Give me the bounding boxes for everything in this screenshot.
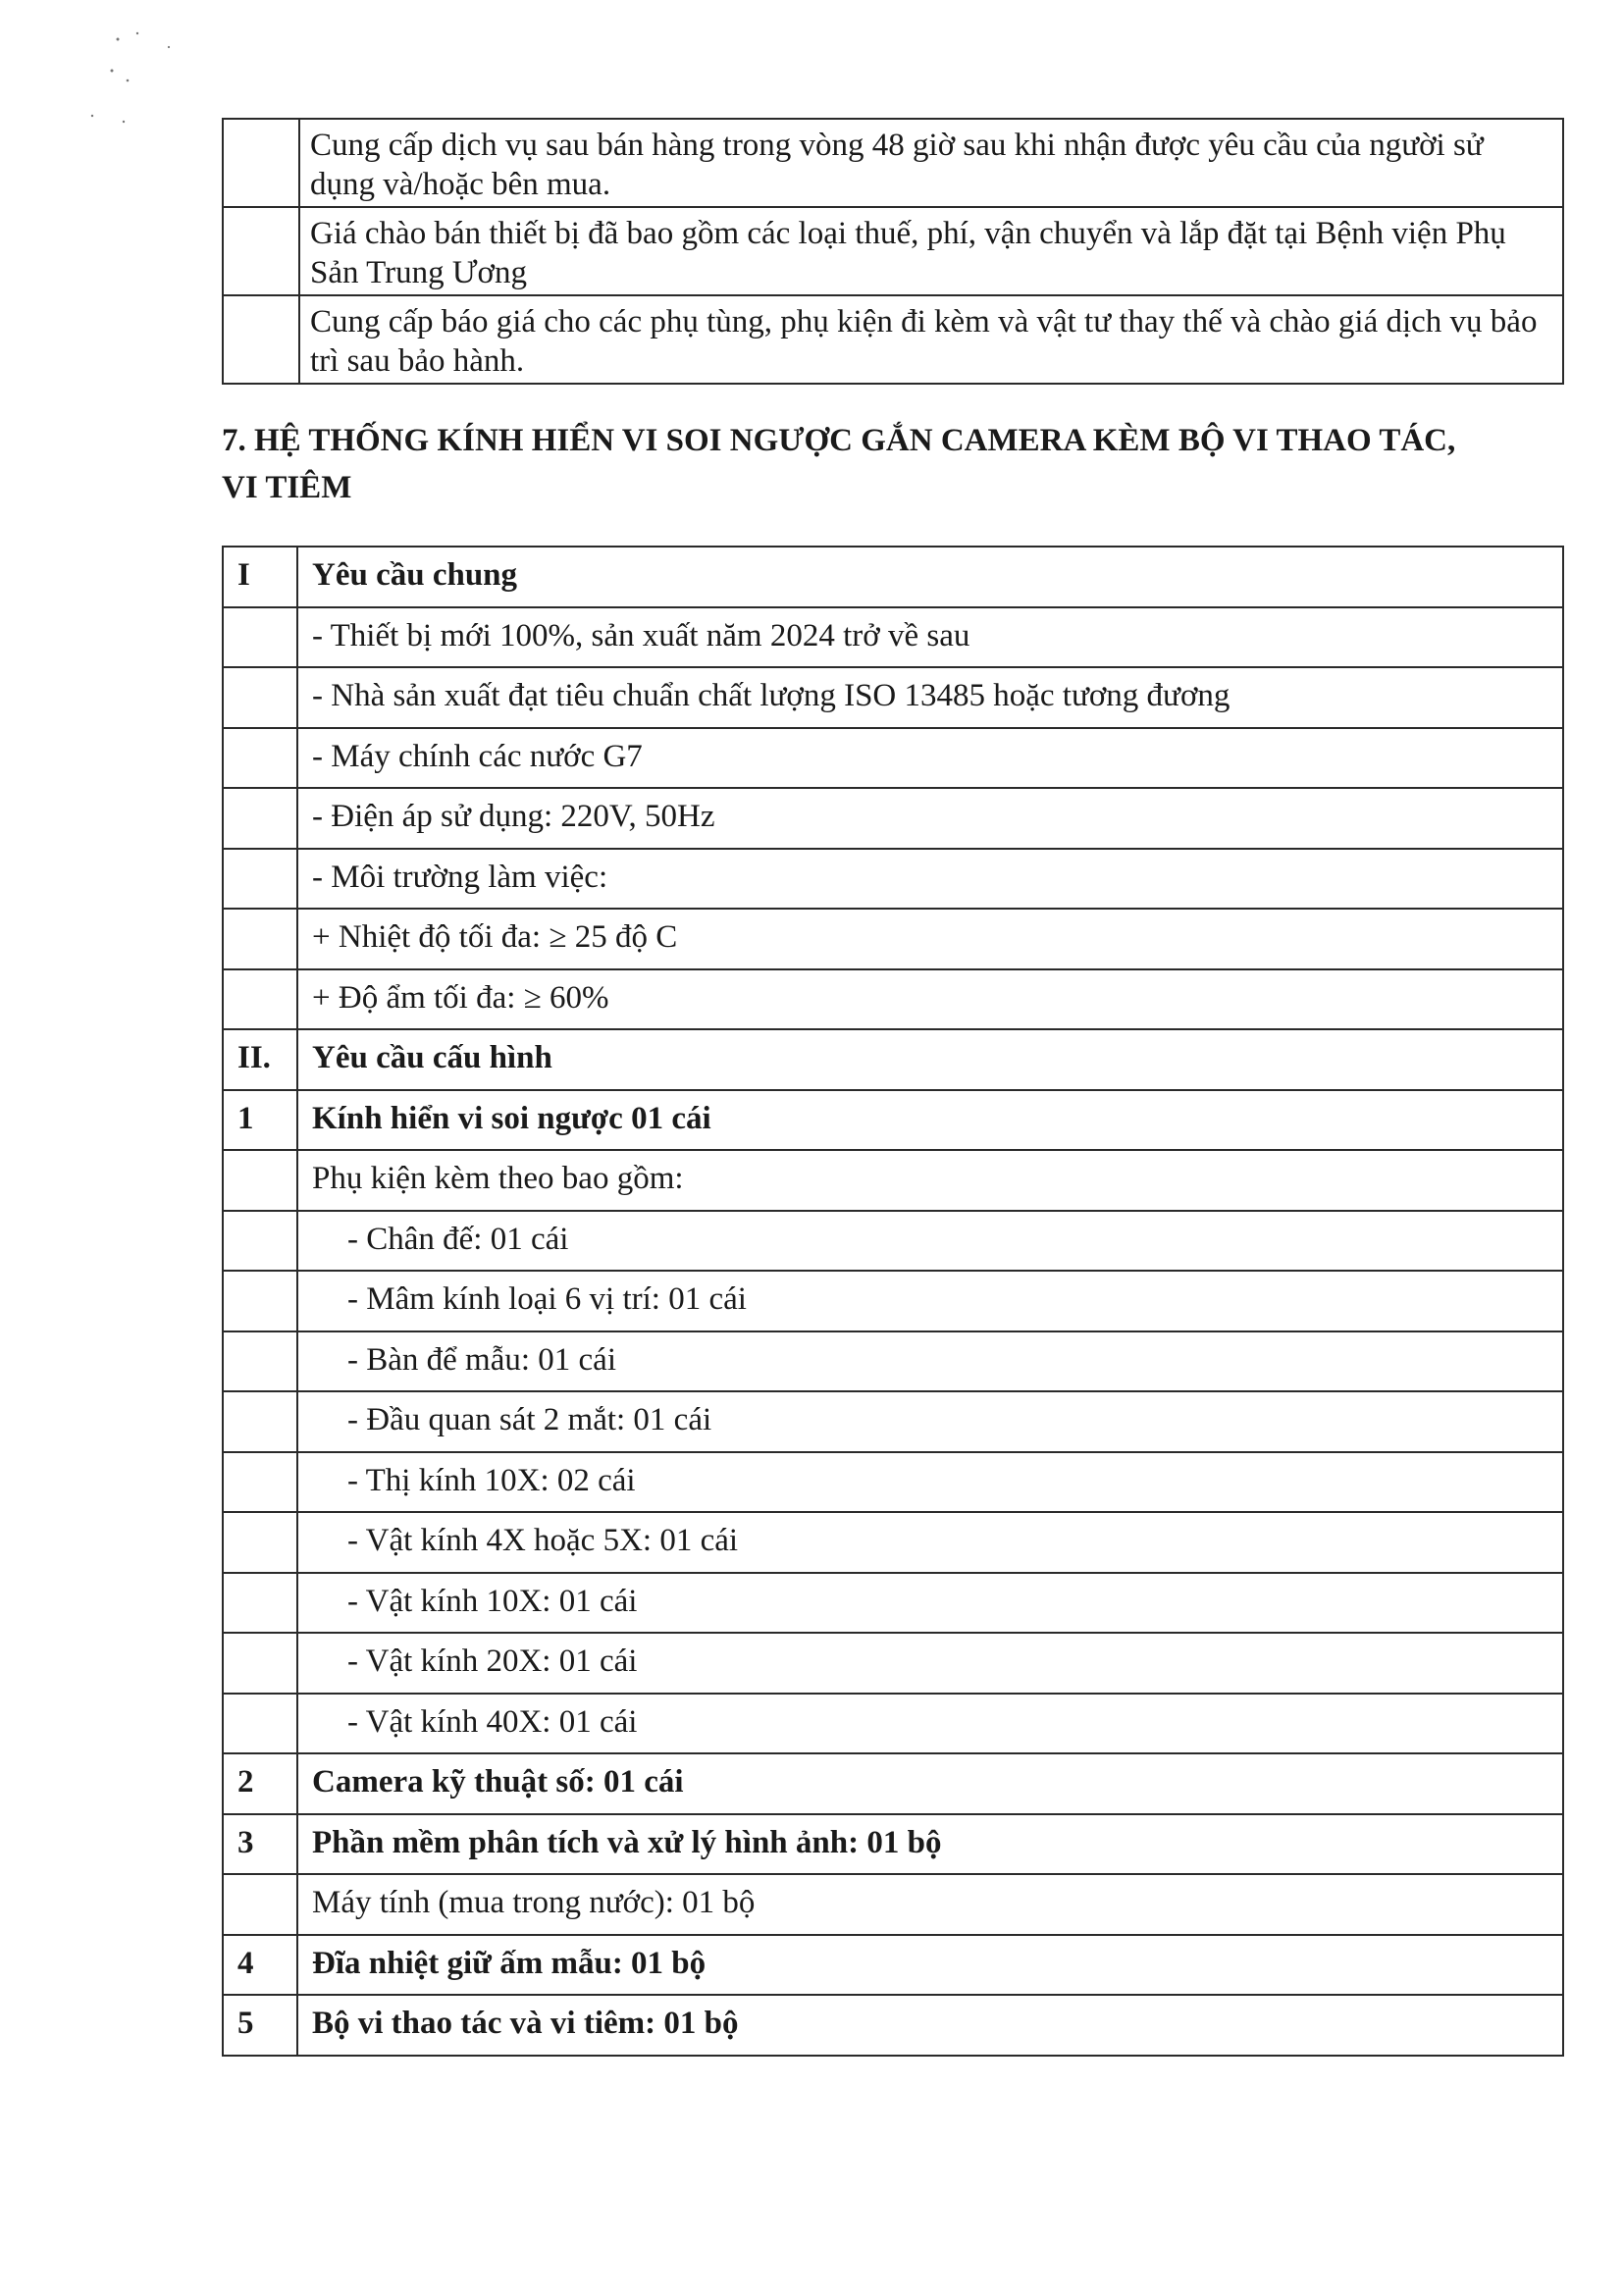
row-number [223,788,297,849]
row-number [223,295,299,384]
row-number [223,607,297,668]
row-text: Cung cấp báo giá cho các phụ tùng, phụ kiện đi kèm và vật tư thay thế và chào giá dịch vụ bảo trì sau bảo hành. [299,295,1563,384]
row-text: Bộ vi thao tác và vi tiêm: 01 bộ [297,1995,1563,2056]
table-row [223,788,1563,849]
row-text: Camera kỹ thuật số: 01 cái [297,1753,1563,1814]
row-number [223,1331,297,1392]
table-row [223,1512,1563,1573]
row-text: - Thiết bị mới 100%, sản xuất năm 2024 trở về sau [297,607,1563,668]
row-number [223,119,299,207]
table-row [223,1211,1563,1272]
table-row [223,607,1563,668]
row-number [223,1150,297,1211]
row-text: - Bàn để mẫu: 01 cái [297,1331,1563,1392]
row-number [223,207,299,295]
row-number: I [223,547,297,607]
table-row [223,1633,1563,1694]
row-text: - Môi trường làm việc: [297,849,1563,910]
row-number [223,1391,297,1452]
row-text: Phụ kiện kèm theo bao gồm: [297,1150,1563,1211]
row-text: - Đầu quan sát 2 mắt: 01 cái [297,1391,1563,1452]
row-number [223,1694,297,1754]
row-number [223,1874,297,1935]
row-number [223,1573,297,1634]
table-row [223,207,1563,295]
row-text: - Điện áp sử dụng: 220V, 50Hz [297,788,1563,849]
row-text: Giá chào bán thiết bị đã bao gồm các loại thuế, phí, vận chuyển và lắp đặt tại Bệnh viện Phụ Sản Trung Ương [299,207,1563,295]
table-row [223,728,1563,789]
row-text: - Nhà sản xuất đạt tiêu chuẩn chất lượng ISO 13485 hoặc tương đương [297,667,1563,728]
scan-specks [39,20,196,137]
table-row [223,1271,1563,1331]
row-text: - Thị kính 10X: 02 cái [297,1452,1563,1513]
row-number [223,667,297,728]
row-text: Kính hiển vi soi ngược 01 cái [297,1090,1563,1151]
row-number [223,969,297,1030]
row-text: - Mâm kính loại 6 vị trí: 01 cái [297,1271,1563,1331]
table-row [223,1029,1563,1090]
row-number [223,728,297,789]
row-text: - Vật kính 20X: 01 cái [297,1633,1563,1694]
row-text: Cung cấp dịch vụ sau bán hàng trong vòng 48 giờ sau khi nhận được yêu cầu của người sử dụng và/hoặc bên mua. [299,119,1563,207]
table-row [223,1935,1563,1996]
row-text: Yêu cầu cấu hình [297,1029,1563,1090]
table-row [223,909,1563,969]
spec-table [222,546,1564,2057]
row-number: II. [223,1029,297,1090]
row-text: + Nhiệt độ tối đa: ≥ 25 độ C [297,909,1563,969]
table-row [223,295,1563,384]
row-text: + Độ ẩm tối đa: ≥ 60% [297,969,1563,1030]
table-row [223,1150,1563,1211]
table-row [223,849,1563,910]
row-number: 1 [223,1090,297,1151]
table-row [223,119,1563,207]
row-text: - Máy chính các nước G7 [297,728,1563,789]
row-number: 5 [223,1995,297,2056]
table-row [223,1874,1563,1935]
table-row [223,1391,1563,1452]
table-row [223,1452,1563,1513]
table-row [223,1331,1563,1392]
row-number [223,1271,297,1331]
table-row [223,667,1563,728]
row-text: - Vật kính 4X hoặc 5X: 01 cái [297,1512,1563,1573]
row-number: 3 [223,1814,297,1875]
table-row [223,1573,1563,1634]
row-number [223,1512,297,1573]
table-row [223,1995,1563,2056]
table-row [223,547,1563,607]
section-heading: 7. HỆ THỐNG KÍNH HIỂN VI SOI NGƯỢC GẮN CAMERA KÈM BỘ VI THAO TÁC, VI TIÊM [222,423,1456,505]
row-text: Đĩa nhiệt giữ ấm mẫu: 01 bộ [297,1935,1563,1996]
table-row [223,1753,1563,1814]
row-number: 4 [223,1935,297,1996]
table-row [223,1694,1563,1754]
table-row [223,1090,1563,1151]
table-row [223,969,1563,1030]
row-number [223,849,297,910]
row-number [223,1452,297,1513]
row-text: - Vật kính 40X: 01 cái [297,1694,1563,1754]
table-row [223,1814,1563,1875]
top-table [222,118,1564,385]
row-number [223,1633,297,1694]
row-number [223,909,297,969]
row-text: Máy tính (mua trong nước): 01 bộ [297,1874,1563,1935]
row-text: - Chân đế: 01 cái [297,1211,1563,1272]
row-text: Yêu cầu chung [297,547,1563,607]
row-text: Phần mềm phân tích và xử lý hình ảnh: 01 bộ [297,1814,1563,1875]
row-text: - Vật kính 10X: 01 cái [297,1573,1563,1634]
row-number: 2 [223,1753,297,1814]
row-number [223,1211,297,1272]
